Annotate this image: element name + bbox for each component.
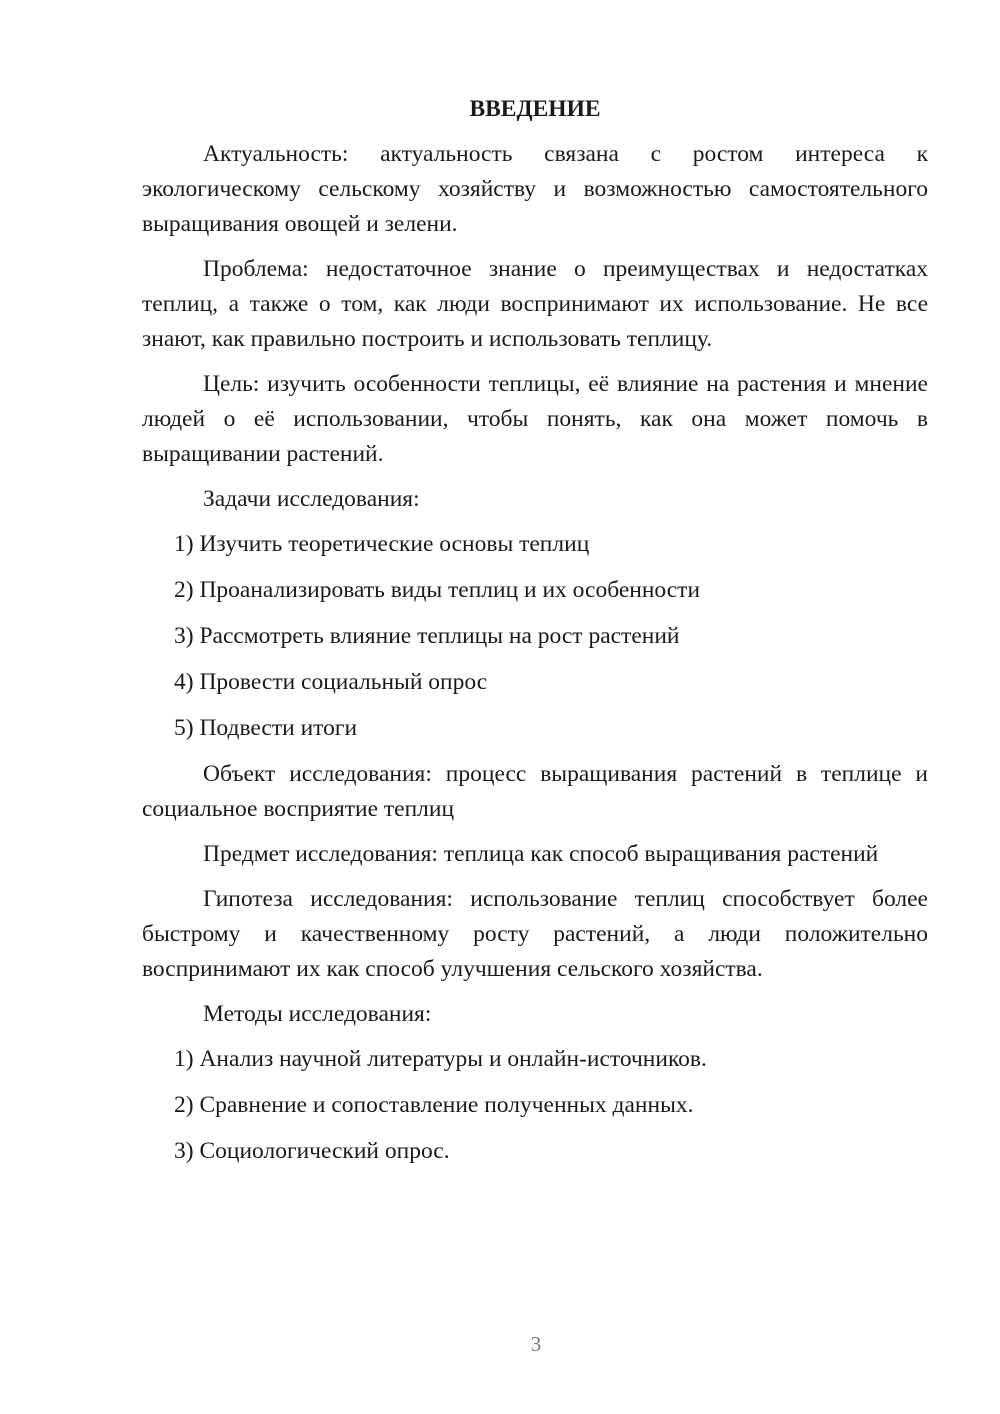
task-item: 2) Проанализировать виды теплиц и их особенности	[174, 577, 701, 603]
method-item: 3) Социологический опрос.	[174, 1138, 450, 1164]
methods-title: Методы исследования:	[203, 1001, 432, 1027]
task-item: 5) Подвести итоги	[174, 715, 358, 741]
tasks-title: Задачи исследования:	[203, 486, 420, 512]
relevance-paragraph: Актуальность: актуальность связана с ростом интереса к экологическому сельскому хозяйству и возможностью самостоятельного выращивания овощей и зелени.	[142, 141, 928, 237]
method-item: 2) Сравнение и сопоставление полученных данных.	[174, 1092, 694, 1118]
object-paragraph: Объект исследования: процесс выращивания растений в теплице и социальное восприятие теплиц	[142, 761, 928, 822]
method-item: 1) Анализ научной литературы и онлайн-источников.	[174, 1046, 707, 1072]
task-item: 4) Провести социальный опрос	[174, 669, 488, 695]
task-item: 3) Рассмотреть влияние теплицы на рост растений	[174, 623, 680, 649]
task-item: 1) Изучить теоретические основы теплиц	[174, 531, 590, 557]
document-body	[142, 92, 928, 1180]
section-heading: ВВЕДЕНИЕ	[469, 96, 601, 122]
page-number: 3	[530, 1332, 542, 1356]
problem-paragraph: Проблема: недостаточное знание о преимуществах и недостатках теплиц, а также о том, как люди воспринимают их использование. Не все знают, как правильно построить и использовать теплицу.	[142, 256, 928, 352]
subject-paragraph: Предмет исследования: теплица как способ выращивания растений	[203, 841, 879, 867]
hypothesis-paragraph: Гипотеза исследования: использование теплиц способствует более быстрому и качественному росту растений, а люди положительно воспринимают их как способ улучшения сельского хозяйства.	[142, 886, 928, 982]
goal-paragraph: Цель: изучить особенности теплицы, её влияние на растения и мнение людей о её использовании, чтобы понять, как она может помочь в выращивании растений.	[142, 371, 928, 467]
